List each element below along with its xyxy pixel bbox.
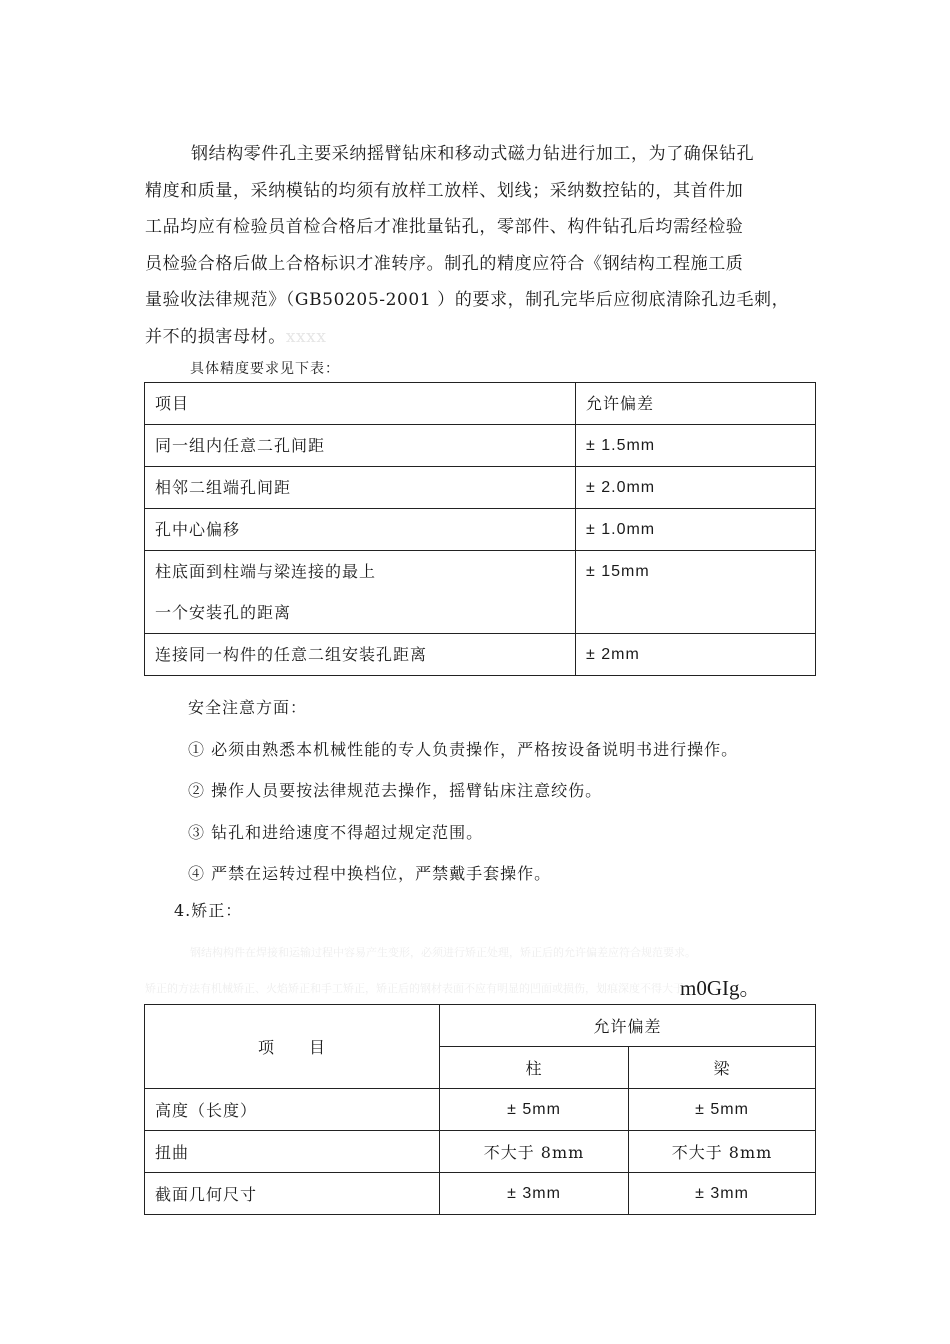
table-header-row bbox=[145, 383, 816, 425]
table-row bbox=[145, 1173, 816, 1215]
safety-item: ① 必须由熟悉本机械性能的专人负责操作，严格按设备说明书进行操作。 bbox=[188, 739, 739, 759]
cell-tolerance: ± 1.5mm bbox=[576, 425, 816, 467]
cell-item: 同一组内任意二孔间距 bbox=[145, 425, 576, 467]
cell-column-tolerance: ± 5mm bbox=[440, 1089, 629, 1131]
paragraph-line: 钢结构零件孔主要采纳摇臂钻床和移动式磁力钻进行加工，为了确保钻孔 bbox=[191, 144, 755, 164]
cell-tolerance: ± 2.0mm bbox=[576, 467, 816, 509]
header-cell-tolerance: 允许偏差 bbox=[576, 383, 816, 425]
header-cell-tolerance-group: 允许偏差 bbox=[440, 1005, 816, 1047]
faint-text-line: 钢结构构件在焊接和运输过程中容易产生变形，必须进行矫正处理，矫正后的允许偏差应符合规范要求。 bbox=[190, 946, 696, 959]
section-heading-correction: 4.矫正： bbox=[174, 901, 243, 920]
cell-beam-tolerance: ± 5mm bbox=[629, 1089, 816, 1131]
cell-beam-tolerance: 不大于 8mm bbox=[629, 1131, 816, 1173]
cell-beam-tolerance: ± 3mm bbox=[629, 1173, 816, 1215]
paragraph-line-text: 并不的损害母材。 bbox=[145, 326, 286, 347]
cell-item: 截面几何尺寸 bbox=[145, 1173, 440, 1215]
hole-precision-table bbox=[144, 382, 816, 676]
safety-item: ③ 钻孔和进给速度不得超过规定范围。 bbox=[188, 822, 484, 842]
table1-caption: 具体精度要求见下表： bbox=[190, 361, 340, 377]
correction-tolerance-table bbox=[144, 1004, 816, 1215]
header-cell-item: 项 目 bbox=[145, 1005, 440, 1089]
paragraph-line: 工品均应有检验员首检合格后才准批量钻孔，零部件、构件钻孔后均需经检验 bbox=[145, 217, 744, 238]
cell-item-multiline bbox=[145, 551, 576, 634]
header-cell-item: 项目 bbox=[145, 383, 576, 425]
cell-column-tolerance: ± 3mm bbox=[440, 1173, 629, 1215]
table-row bbox=[145, 425, 816, 467]
safety-item: ④ 严禁在运转过程中换档位，严禁戴手套操作。 bbox=[188, 864, 552, 883]
header-cell-beam: 梁 bbox=[629, 1047, 816, 1089]
safety-section bbox=[188, 693, 738, 901]
paragraph-line-last bbox=[145, 319, 825, 356]
cell-column-tolerance: 不大于 8mm bbox=[440, 1131, 629, 1173]
cell-item: 相邻二组端孔间距 bbox=[145, 467, 576, 509]
drilling-paragraph bbox=[145, 136, 825, 356]
table-row bbox=[145, 634, 816, 676]
cell-item: 连接同一构件的任意二组安装孔距离 bbox=[145, 634, 576, 676]
paragraph-line: 员检验合格后做上合格标识才准转序。制孔的精度应符合《钢结构工程施工质 bbox=[145, 253, 744, 274]
header-cell-column: 柱 bbox=[440, 1047, 629, 1089]
cell-item: 孔中心偏移 bbox=[145, 509, 576, 551]
cell-tolerance: ± 2mm bbox=[576, 634, 816, 676]
cell-item-line: 一个安装孔的距离 bbox=[155, 603, 292, 622]
table-row bbox=[145, 1089, 816, 1131]
table-row bbox=[145, 1131, 816, 1173]
cell-item: 高度（长度） bbox=[145, 1089, 440, 1131]
table-row bbox=[145, 467, 816, 509]
faint-watermark-text: xxxx bbox=[285, 326, 327, 347]
safety-title: 安全注意方面： bbox=[188, 698, 308, 717]
table-header-row bbox=[145, 1005, 816, 1047]
cell-item: 扭曲 bbox=[145, 1131, 440, 1173]
cell-tolerance: ± 1.0mm bbox=[576, 509, 816, 551]
table-row bbox=[145, 551, 816, 634]
table-row bbox=[145, 509, 816, 551]
safety-item: ② 操作人员要按法律规范去操作，摇臂钻床注意绞伤。 bbox=[188, 781, 603, 800]
faint-text-line: 矫正的方法有机械矫正、火焰矫正和手工矫正，矫正后的钢材表面不应有明显的凹面或损伤，划痕深度不得大于 bbox=[145, 982, 684, 995]
garbled-suffix-text: m0GIg。 bbox=[680, 976, 761, 1000]
cell-item-line: 柱底面到柱端与梁连接的最上 bbox=[155, 562, 377, 581]
cell-tolerance: ± 15mm bbox=[576, 551, 816, 634]
paragraph-line: 精度和质量，采纳模钻的均须有放样工放样、划线；采纳数控钻的，其首件加 bbox=[145, 180, 744, 201]
paragraph-line: 量验收法律规范》（GB50205-2001 ）的要求，制孔完毕后应彻底清除孔边毛刺， bbox=[145, 290, 790, 311]
